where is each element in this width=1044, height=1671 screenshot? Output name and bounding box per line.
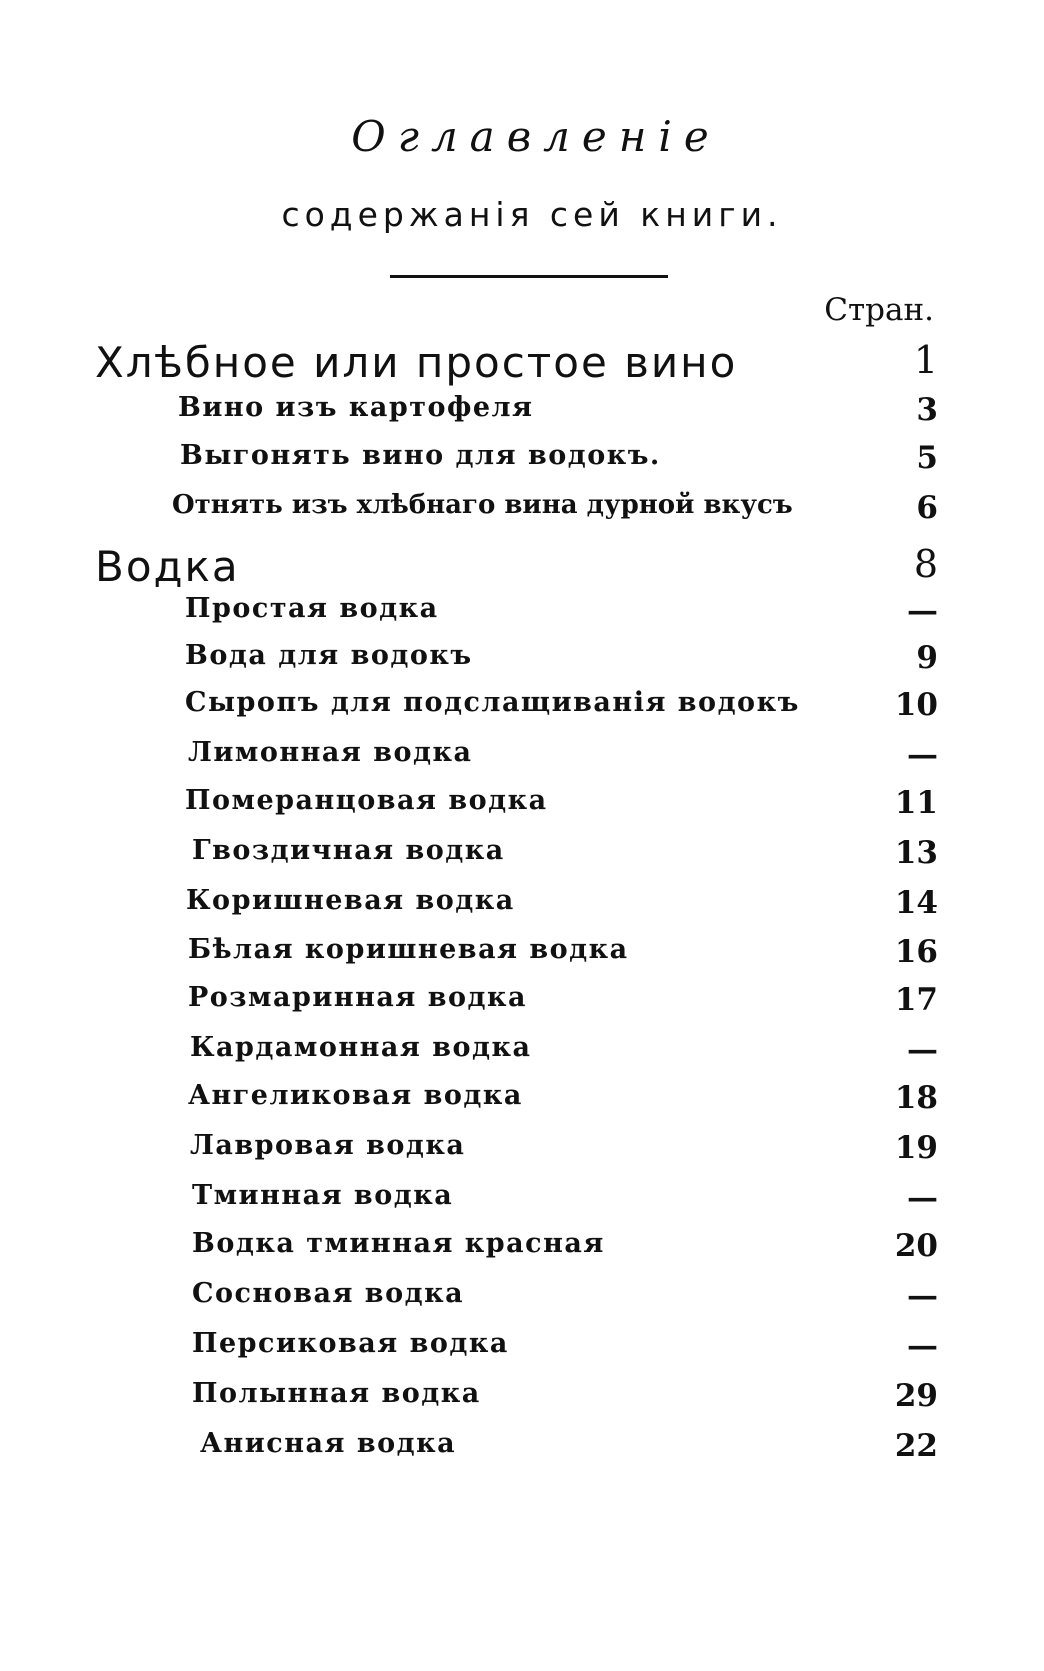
toc-entry-label: Водка тминная красная [192,1228,605,1259]
toc-entry-label: Лавровая водка [190,1130,466,1161]
toc-entry-page: 6 [916,490,938,526]
toc-entry-label: Водка [95,542,240,591]
toc-entry-page: — [907,737,938,773]
toc-entry [0,338,1044,387]
toc-entry-page: 13 [894,835,938,871]
toc-entry-page: — [907,1032,938,1068]
toc-entry-label: Кардамонная водка [190,1032,532,1063]
toc-entry [0,982,1044,1026]
page-column-header: Стран. [824,292,934,328]
toc-entry-label: Вода для водокъ [185,640,473,671]
toc-entry-page: 5 [916,440,938,476]
toc-entry-label: Хлѣбное или простое вино [95,338,738,387]
toc-entry [0,1080,1044,1124]
toc-entry [0,885,1044,929]
toc-entry [0,1130,1044,1174]
toc-entry-page: — [907,1278,938,1314]
toc-entry [0,1032,1044,1076]
toc-entry [0,440,1044,484]
toc-entry-page: 19 [894,1130,938,1166]
toc-entry-page: 29 [894,1378,938,1414]
page-title: Оглавленіе [351,112,721,161]
toc-entry-page: 8 [913,542,938,586]
toc-entry-label: Тминная водка [192,1180,454,1211]
toc-entry [0,593,1044,637]
toc-entry [0,640,1044,684]
toc-entry-page: 22 [894,1428,938,1464]
page-subtitle: содержанія сей книги. [281,195,783,234]
toc-entry [0,1180,1044,1224]
toc-entry-label: Анисная водка [200,1428,457,1459]
toc-entry-label: Коришневая водка [186,885,515,916]
toc-entry [0,737,1044,781]
toc-entry-page: 14 [894,885,938,921]
toc-entry [0,392,1044,436]
toc-entry-page: — [907,593,938,629]
toc-entry [0,687,1044,731]
toc-entry-page: 1 [913,338,938,382]
toc-entry-label: Ангеликовая водка [188,1080,523,1111]
toc-entry-page: 20 [894,1228,938,1264]
toc-entry-page: 3 [916,392,938,428]
toc-entry-label: Отнять изъ хлѣбнаго вина дурной вкусъ [172,490,793,520]
toc-entry-label: Бѣлая коришневая водка [188,934,629,965]
toc-entry-label: Лимонная водка [188,737,473,768]
toc-entry-page: 18 [894,1080,938,1116]
toc-entry-page: 16 [894,934,938,970]
toc-entry-label: Сосновая водка [192,1278,465,1309]
toc-entry-label: Вино изъ картофеля [178,392,534,423]
toc-entry-label: Сыропъ для подслащиванія водокъ [185,687,800,718]
toc-entry-label: Померанцовая водка [185,785,548,816]
toc-entry-page: — [907,1180,938,1216]
toc-entry [0,934,1044,978]
toc-entry [0,1328,1044,1372]
toc-entry-label: Персиковая водка [192,1328,509,1359]
toc-entry [0,835,1044,879]
toc-entry-label: Розмаринная водка [188,982,528,1013]
toc-entry-label: Гвоздичная водка [192,835,505,866]
toc-entry [0,1378,1044,1422]
toc-entry-label: Простая водка [185,593,439,624]
toc-entry-label: Выгонять вино для водокъ. [180,440,661,471]
toc-entry-page: 17 [894,982,938,1018]
toc-entry-label: Полынная водка [192,1378,481,1409]
toc-entry [0,1428,1044,1472]
toc-entry-page: 9 [916,640,938,676]
toc-entry [0,542,1044,591]
toc-entry [0,1228,1044,1272]
toc-entry [0,490,1044,534]
toc-entry-page: 10 [894,687,938,723]
toc-entry [0,785,1044,829]
toc-entry-page: 11 [894,785,938,821]
toc-entry [0,1278,1044,1322]
toc-entry-page: — [907,1328,938,1364]
